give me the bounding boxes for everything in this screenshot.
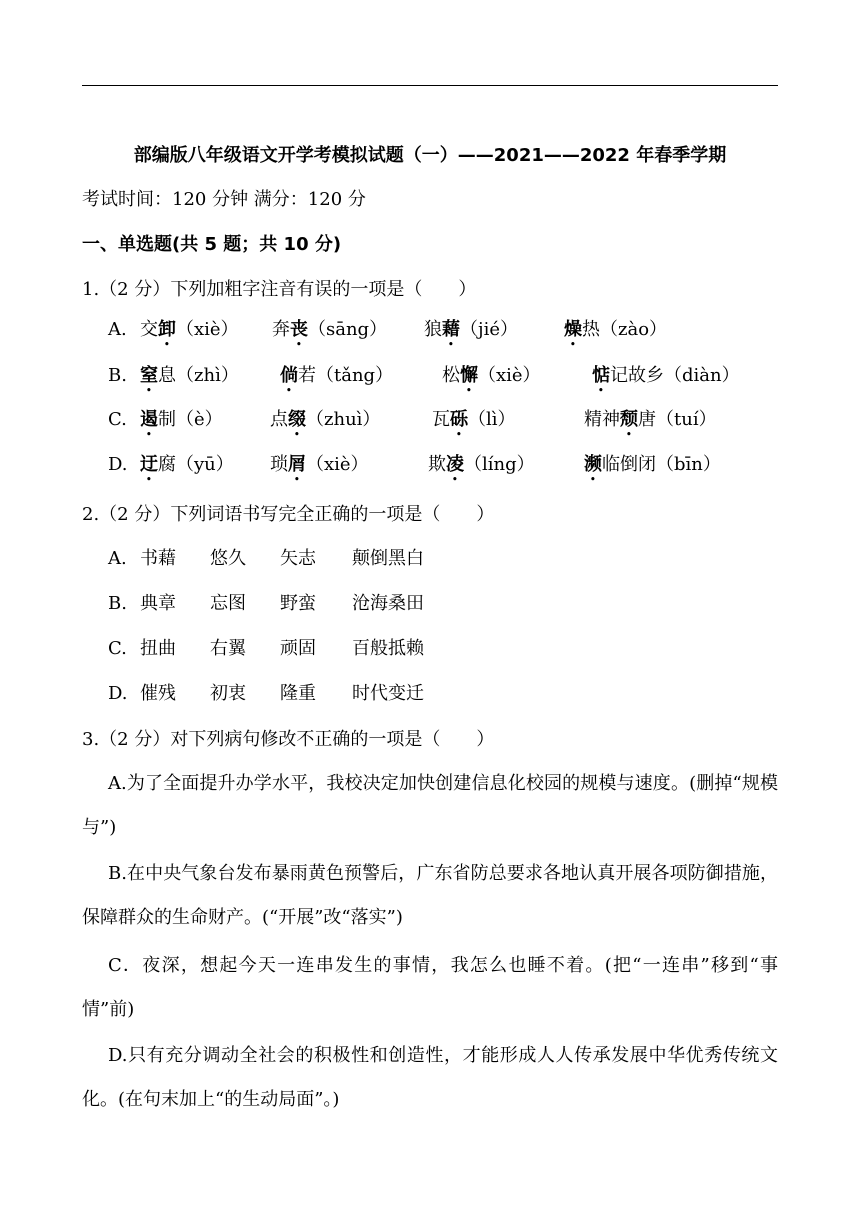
question-3-option-b[interactable]: B.在中央气象台发布暴雨黄色预警后，广东省防总要求各地认真开展各项防御措施，保障群众的生命财产。(“开展”改“落实”) [82, 863, 778, 928]
option-item: 点缀（zhuì） [270, 409, 381, 430]
option-item: 欺凌（líng） [428, 454, 535, 475]
word: 催残 [140, 683, 176, 704]
option-item: 松懈（xiè） [442, 365, 541, 386]
exam-info: 考试时间：120 分钟 满分：120 分 [82, 189, 366, 210]
question-3-option-a[interactable]: A.为了全面提升办学水平，我校决定加快创建信息化校园的规模与速度。(删掉“规模与”) [82, 773, 778, 838]
option-item: 惦记故乡（diàn） [592, 365, 740, 386]
word: 顽固 [280, 638, 316, 659]
word: 时代变迁 [352, 683, 424, 704]
option-letter: B. [108, 365, 127, 386]
option-letter: C. [108, 409, 127, 430]
word: 初衷 [210, 683, 246, 704]
option-item: 燥热（zào） [564, 319, 668, 340]
question-3-option-c[interactable]: C．夜深，想起今天一连串发生的事情，我怎么也睡不着。(把“一连串”移到“事情”前) [82, 955, 778, 1020]
word: 扭曲 [140, 638, 176, 659]
option-letter: A. [108, 319, 127, 340]
word: 矢志 [280, 548, 316, 569]
word: 右翼 [210, 638, 246, 659]
question-3-stem: 3.（2 分）对下列病句修改不正确的一项是（ ） [82, 729, 495, 750]
question-1-stem: 1.（2 分）下列加粗字注音有误的一项是（ ） [82, 279, 477, 300]
word: 忘图 [210, 593, 246, 614]
question-3-option-d[interactable]: D.只有充分调动全社会的积极性和创造性，才能形成人人传承发展中华优秀传统文化。(在句末加上“的生动局面”。) [82, 1045, 778, 1110]
option-item: 瓦砾（lì） [432, 409, 516, 430]
option-letter: C. [108, 638, 127, 659]
word: 野蛮 [280, 593, 316, 614]
question-2-stem: 2.（2 分）下列词语书写完全正确的一项是（ ） [82, 504, 495, 525]
option-item: 琐屑（xiè） [270, 454, 369, 475]
option-item: 狼藉（jié） [424, 319, 518, 340]
option-letter: B. [108, 593, 127, 614]
section-heading: 一、单选题(共 5 题；共 10 分) [82, 234, 342, 255]
word: 隆重 [280, 683, 316, 704]
word: 沧海桑田 [352, 593, 424, 614]
option-item: 濒临倒闭（bīn） [584, 454, 721, 475]
option-item: 迂腐（yū） [140, 454, 234, 475]
option-item: 奔丧（sāng） [272, 319, 388, 340]
option-item: 遏制（è） [140, 409, 223, 430]
option-letter: D. [108, 683, 128, 704]
header-rule [82, 85, 778, 86]
word: 颠倒黑白 [352, 548, 424, 569]
option-item: 精神颓唐（tuí） [584, 409, 717, 430]
word: 悠久 [210, 548, 246, 569]
option-letter: D. [108, 454, 128, 475]
word: 书藉 [140, 548, 176, 569]
exam-title: 部编版八年级语文开学考模拟试题（一）——2021——2022 年春季学期 [133, 145, 727, 166]
word: 百般抵赖 [352, 638, 424, 659]
option-item: 交卸（xiè） [140, 319, 239, 340]
word: 典章 [140, 593, 176, 614]
option-item: 窒息（zhì） [140, 365, 239, 386]
option-letter: A. [108, 548, 127, 569]
option-item: 倘若（tǎng） [280, 365, 394, 386]
